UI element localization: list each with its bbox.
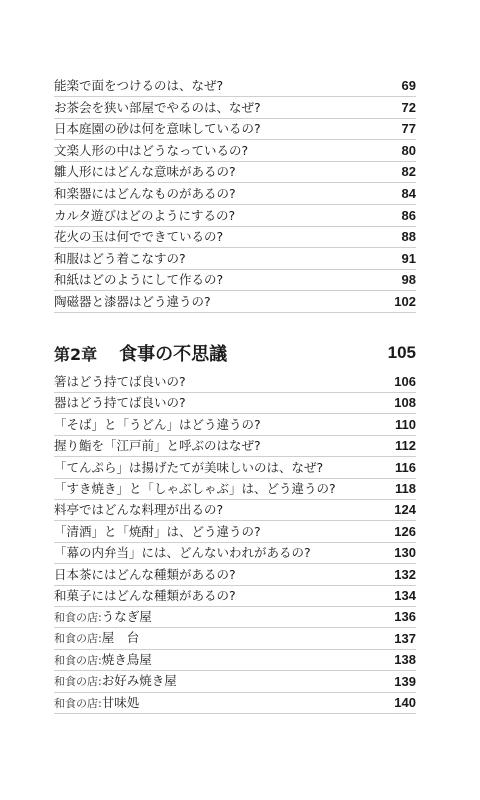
toc-entry [54,393,416,414]
toc-entry-page-number: 116 [395,459,416,475]
toc-entry-title-wrap [54,693,139,714]
toc-entry-page-number: 82 [401,164,416,180]
toc-entry [54,227,416,248]
toc-entry-title-wrap [54,292,211,312]
toc-entry-page-number: 124 [394,502,416,518]
toc-entry-title: 陶磁器と漆器はどう違うの? [54,294,211,309]
toc-entry-page-number: 69 [401,78,416,93]
toc-entry [54,292,416,313]
toc-entry [54,119,416,140]
toc-entry-title: 日本庭園の砂は何を意味しているの? [54,121,261,137]
toc-entry-title-wrap [54,479,336,499]
toc-entry-title: 和紙はどのようにして作るの? [54,272,224,288]
toc-entry [54,693,416,714]
toc-entry-page-number: 140 [394,695,416,710]
toc-entry-page-number: 80 [401,142,416,158]
toc-entry-title-wrap [54,119,261,139]
toc-entry-title: 「そば」と「うどん」はどう違うの? [54,416,261,432]
toc-entry-title: 焼き鳥屋 [101,651,152,667]
toc-entry-title: 甘味処 [101,694,140,710]
toc-entry [54,184,416,205]
toc-entry-title-wrap [54,393,186,413]
toc-entry [54,479,416,500]
toc-entry [54,270,416,291]
toc-entry-page-number: 137 [394,630,416,646]
toc-entry-title: 文楽人形の中はどうなっているの? [54,142,249,158]
toc-entry-title: 器はどう持てば良いの? [54,395,186,411]
toc-entry [54,650,416,671]
toc-entry-title: 能楽で面をつけるのは、なぜ? [54,78,224,93]
toc-entry-title-wrap [54,628,139,649]
toc-entry-title: 「幕の内弁当」には、どんないわれがあるの? [54,545,311,561]
toc-entry-title-wrap [54,184,236,204]
toc-entry-page-number: 91 [401,250,416,266]
toc-entry-title-wrap [54,565,236,585]
toc-entry-title: うなぎ屋 [101,608,152,624]
chapter-label: 第2章 [54,344,98,364]
toc-entry-title-wrap [54,543,311,563]
toc-entry-title: 料亭ではどんな料理が出るの? [54,502,224,518]
toc-entry-page-number: 136 [394,609,416,625]
toc-entry-title-wrap [54,98,261,118]
toc-entry-title: 花火の玉は何でできているの? [54,229,224,245]
toc-entry [54,76,416,97]
toc-entry-title-wrap [54,206,235,226]
toc-entry-page-number: 138 [394,652,416,668]
toc-entry-title: 「すき焼き」と「しゃぶしゃぶ」は、どう違うの? [54,481,336,496]
toc-entry [54,249,416,270]
toc-entry-title-wrap [54,607,152,628]
chapter-heading [54,340,416,366]
toc-entry [54,458,416,479]
toc-entry-prefix: 和食の店: [54,696,102,710]
toc-entry-title-wrap [54,141,248,161]
chapter-heading-left [54,340,227,366]
toc-entry-title: 和菓子にはどんな種類があるの? [54,588,236,603]
toc-entry-page-number: 106 [394,374,416,389]
toc-entry-prefix: 和食の店: [54,632,102,646]
toc-entry-prefix: 和食の店: [54,675,102,689]
toc-entry-title-wrap [54,415,261,435]
toc-entry-title-wrap [54,522,261,542]
toc-entry-page-number: 72 [401,99,416,115]
toc-entry-title-wrap [54,227,223,247]
toc-entry-page-number: 139 [394,673,416,689]
toc-entry-title: 和服はどう着こなすの? [54,250,186,266]
toc-entry-title: 握り鮨を「江戸前」と呼ぶのはなぜ? [54,438,261,454]
toc-entry-title: 「清酒」と「焼酎」は、どう違うの? [54,523,261,539]
toc-entry [54,543,416,564]
toc-entry-page-number: 134 [394,588,416,603]
toc-entry [54,98,416,119]
toc-entry-page-number: 118 [395,481,416,496]
toc-entry [54,629,416,650]
toc-entry [54,415,416,436]
toc-entry [54,672,416,693]
toc-entry-page-number: 126 [394,523,416,539]
toc-entry-page-number: 77 [401,121,416,137]
toc-entry-title-wrap [54,249,186,269]
toc-entry-title: 雛人形にはどんな意味があるの? [54,164,236,180]
toc-entry-page-number: 86 [401,207,416,223]
toc-entry-page-number: 98 [401,272,416,288]
chapter-page-number: 105 [387,343,416,362]
toc-entry-title: 和楽器にはどんなものがあるの? [54,186,236,201]
toc-entry [54,436,416,457]
toc-entry-title: 「てんぷら」は揚げたてが美味しいのは、なぜ? [54,459,324,475]
toc-entry-title: 日本茶にはどんな種類があるの? [54,566,236,582]
toc-entry-title-wrap [54,436,261,456]
chapter-title: 食事の不思議 [119,344,228,365]
toc-entry-title-wrap [54,270,223,290]
toc-entry [54,522,416,543]
toc-entry-title-wrap [54,372,186,392]
toc-entry-title: カルタ遊びはどのようにするの? [54,207,236,223]
toc-entry-page-number: 88 [401,229,416,245]
toc-entry [54,500,416,521]
toc-entry-title-wrap [54,76,223,96]
toc-entry-page-number: 84 [401,186,416,201]
toc-entry-title-wrap [54,586,236,606]
toc-entry-title: お茶会を狭い部屋でやるのは、なぜ? [54,99,261,115]
toc-entry-title: 屋 台 [101,630,140,646]
toc-entry [54,586,416,607]
toc-entry-title: お好み焼き屋 [101,673,177,689]
toc-entry-title: 箸はどう持てば良いの? [54,374,186,389]
toc-entry-title-wrap [54,162,236,182]
toc-entry-page-number: 110 [395,416,416,432]
toc-entry [54,372,416,393]
toc-entry-page-number: 112 [395,438,416,454]
toc-entry [54,141,416,162]
toc-entry-page-number: 130 [394,545,416,561]
toc-entry-title-wrap [54,671,177,692]
toc-entry-prefix: 和食の店: [54,610,102,624]
toc-entry-page-number: 108 [394,395,416,411]
toc-entry [54,206,416,227]
toc-entry-page-number: 132 [394,566,416,582]
toc-entry-title-wrap [54,458,323,478]
toc-entry [54,162,416,183]
toc-entry-title-wrap [54,500,223,520]
toc-entry [54,607,416,628]
toc-entry-title-wrap [54,650,152,671]
toc-entry-prefix: 和食の店: [54,653,102,667]
toc-entry [54,565,416,586]
toc-entry-page-number: 102 [394,294,416,309]
